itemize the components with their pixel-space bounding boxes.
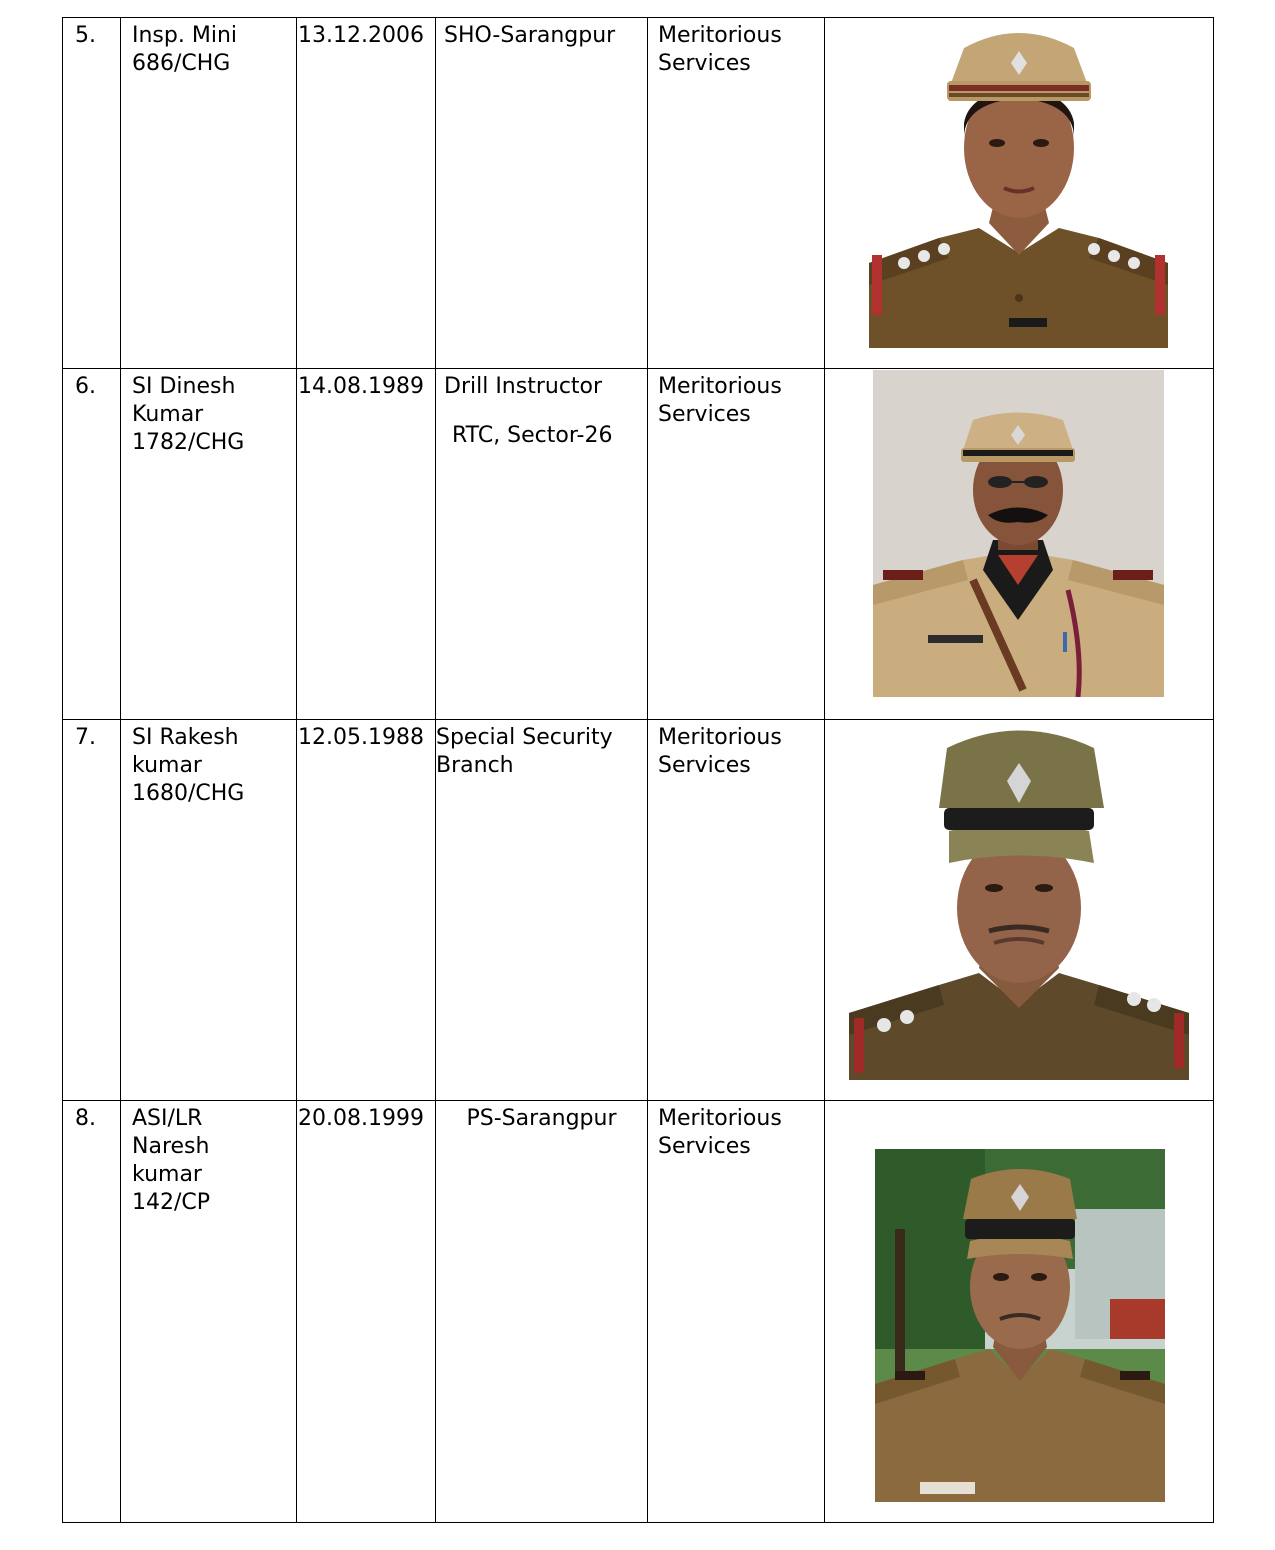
officer-name xyxy=(121,1101,297,1523)
photo-cell xyxy=(825,1101,1214,1523)
posting-line: Special Security xyxy=(436,725,613,750)
award-cell xyxy=(648,1101,825,1523)
officer-name-line: 142/CP xyxy=(132,1190,211,1215)
officer-name-line: 1782/CHG xyxy=(132,430,245,455)
table-row xyxy=(63,369,1214,720)
officer-name-line: kumar xyxy=(132,753,202,778)
officer-name-line: SI Rakesh xyxy=(132,725,239,750)
photo-cell xyxy=(825,369,1214,720)
officer-photo-female-inspector xyxy=(869,23,1168,348)
officer-photo-khaki-si xyxy=(873,370,1164,697)
award-cell xyxy=(648,18,825,369)
officer-name xyxy=(121,720,297,1101)
posting-cell xyxy=(436,720,648,1101)
posting-cell xyxy=(436,18,648,369)
award-line: Meritorious xyxy=(658,23,782,48)
award-cell xyxy=(648,720,825,1101)
posting-line: SHO-Sarangpur xyxy=(444,23,616,48)
officer-photo-olive-si xyxy=(849,723,1189,1080)
officer-name-line: Kumar xyxy=(132,402,204,427)
award-line: Services xyxy=(658,51,751,76)
officer-name-line: 1680/CHG xyxy=(132,781,245,806)
officer-name xyxy=(121,18,297,369)
award-line: Services xyxy=(658,402,751,427)
officer-name-line: Insp. Mini xyxy=(132,23,237,48)
award-line: Services xyxy=(658,753,751,778)
date-cell: 20.08.1999 xyxy=(297,1101,436,1523)
officer-name-line: 686/CHG xyxy=(132,51,231,76)
officer-name-line: Naresh xyxy=(132,1134,210,1159)
table-row xyxy=(63,1101,1214,1523)
officer-photo-asi-outdoor xyxy=(875,1149,1165,1502)
serial-number: 6. xyxy=(63,369,121,720)
awards-table xyxy=(62,17,1214,1523)
officer-name-line: ASI/LR xyxy=(132,1106,203,1131)
serial-number: 7. xyxy=(63,720,121,1101)
date-cell: 12.05.1988 xyxy=(297,720,436,1101)
award-line: Meritorious xyxy=(658,374,782,399)
award-line: Meritorious xyxy=(658,725,782,750)
officer-name-line: kumar xyxy=(132,1162,202,1187)
serial-number: 5. xyxy=(63,18,121,369)
award-line: Services xyxy=(658,1134,751,1159)
posting-line: Branch xyxy=(436,753,514,778)
date-cell: 14.08.1989 xyxy=(297,369,436,720)
posting-line: Drill Instructor xyxy=(444,374,603,399)
table-row xyxy=(63,720,1214,1101)
serial-number: 8. xyxy=(63,1101,121,1523)
posting-line: PS-Sarangpur xyxy=(466,1106,617,1131)
photo-cell xyxy=(825,720,1214,1101)
table-row xyxy=(63,18,1214,369)
award-line: Meritorious xyxy=(658,1106,782,1131)
officer-name-line: SI Dinesh xyxy=(132,374,236,399)
posting-cell xyxy=(436,1101,648,1523)
officer-name xyxy=(121,369,297,720)
posting-line: RTC, Sector-26 xyxy=(452,423,613,448)
date-cell: 13.12.2006 xyxy=(297,18,436,369)
photo-cell xyxy=(825,18,1214,369)
posting-cell xyxy=(436,369,648,720)
award-cell xyxy=(648,369,825,720)
